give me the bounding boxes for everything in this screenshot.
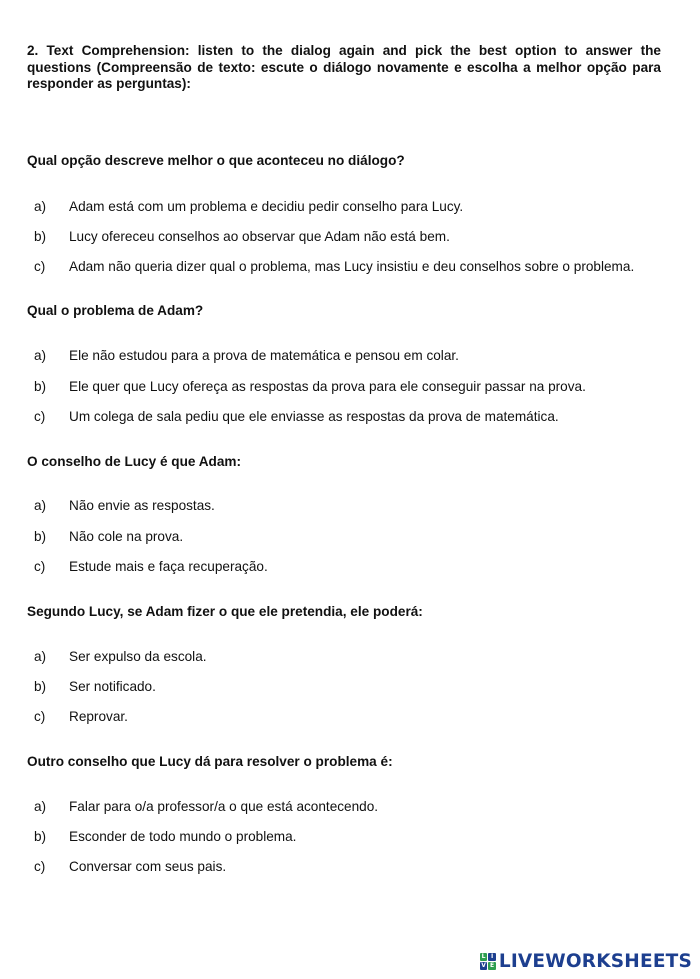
question-2-option-a[interactable] [34, 348, 459, 364]
option-letter: c) [34, 859, 46, 874]
option-text: Ele não estudou para a prova de matemática e pensou em colar. [69, 348, 459, 363]
option-text: Falar para o/a professor/a o que está acontecendo. [69, 799, 379, 814]
option-text: Lucy ofereceu conselhos ao observar que Adam não está bem. [69, 229, 450, 244]
question-2-option-b[interactable] [34, 379, 586, 395]
option-letter: c) [34, 259, 46, 274]
option-letter: b) [34, 229, 47, 244]
option-letter: b) [34, 679, 47, 694]
question-1: Qual opção descreve melhor o que aconteceu no diálogo? [27, 153, 405, 168]
question-5-option-b[interactable] [34, 829, 296, 845]
question-3-option-a[interactable] [34, 498, 215, 514]
option-text: Ser notificado. [69, 679, 156, 694]
question-4-option-c[interactable] [34, 709, 128, 725]
question-5-option-a[interactable] [34, 799, 378, 815]
option-letter: b) [34, 829, 47, 844]
option-letter: c) [34, 709, 46, 724]
option-text: Ser expulso da escola. [69, 649, 207, 664]
option-letter: a) [34, 649, 47, 664]
question-5-option-c[interactable] [34, 859, 226, 875]
question-4-option-b[interactable] [34, 679, 156, 695]
liveworksheets-logo [480, 949, 692, 973]
exercise-instructions: 2. Text Comprehension: listen to the dialog again and pick the best option to answer the questions (Compreensão de texto: escute o diálogo novamente e escolha a melhor opção para responder as perguntas): [27, 43, 661, 91]
question-3: O conselho de Lucy é que Adam: [27, 454, 242, 469]
option-text: Adam está com um problema e decidiu pedir conselho para Lucy. [69, 199, 464, 214]
question-5: Outro conselho que Lucy dá para resolver o problema é: [27, 754, 393, 769]
option-text: Esconder de todo mundo o problema. [69, 829, 297, 844]
question-3-option-b[interactable] [34, 529, 183, 545]
option-text: Adam não queria dizer qual o problema, mas Lucy insistiu e deu conselhos sobre o problema. [69, 259, 635, 274]
option-text: Conversar com seus pais. [69, 859, 227, 874]
liveworksheets-logo-icon [480, 953, 496, 970]
option-letter: a) [34, 498, 47, 513]
logo-text: LIVEWORKSHEETS [498, 950, 692, 972]
question-4-option-a[interactable] [34, 649, 207, 665]
option-text: Estude mais e faça recuperação. [69, 559, 268, 574]
question-2-option-c[interactable] [34, 409, 559, 425]
logo-mark-cell: I [488, 953, 496, 961]
question-2: Qual o problema de Adam? [27, 303, 204, 318]
option-letter: b) [34, 529, 47, 544]
option-letter: c) [34, 409, 46, 424]
option-letter: b) [34, 379, 47, 394]
logo-mark-cell: V [481, 961, 486, 969]
option-text: Um colega de sala pediu que ele enviasse as respostas da prova de matemática. [69, 409, 559, 424]
option-text: Ele quer que Lucy ofereça as respostas da prova para ele conseguir passar na prova. [69, 379, 586, 394]
question-1-option-b[interactable] [34, 229, 450, 245]
option-letter: c) [34, 559, 46, 574]
option-text: Reprovar. [69, 709, 128, 724]
option-letter: a) [34, 799, 47, 814]
question-3-option-c[interactable] [34, 559, 268, 575]
option-text: Não envie as respostas. [69, 498, 215, 513]
option-text: Não cole na prova. [69, 529, 184, 544]
logo-mark-cell: E [490, 961, 495, 969]
option-letter: a) [34, 348, 47, 363]
logo-mark-cell: L [481, 952, 486, 960]
question-1-option-c[interactable] [34, 259, 634, 275]
question-1-option-a[interactable] [34, 199, 463, 215]
question-4: Segundo Lucy, se Adam fizer o que ele pretendia, ele poderá: [27, 604, 423, 619]
option-letter: a) [34, 199, 47, 214]
